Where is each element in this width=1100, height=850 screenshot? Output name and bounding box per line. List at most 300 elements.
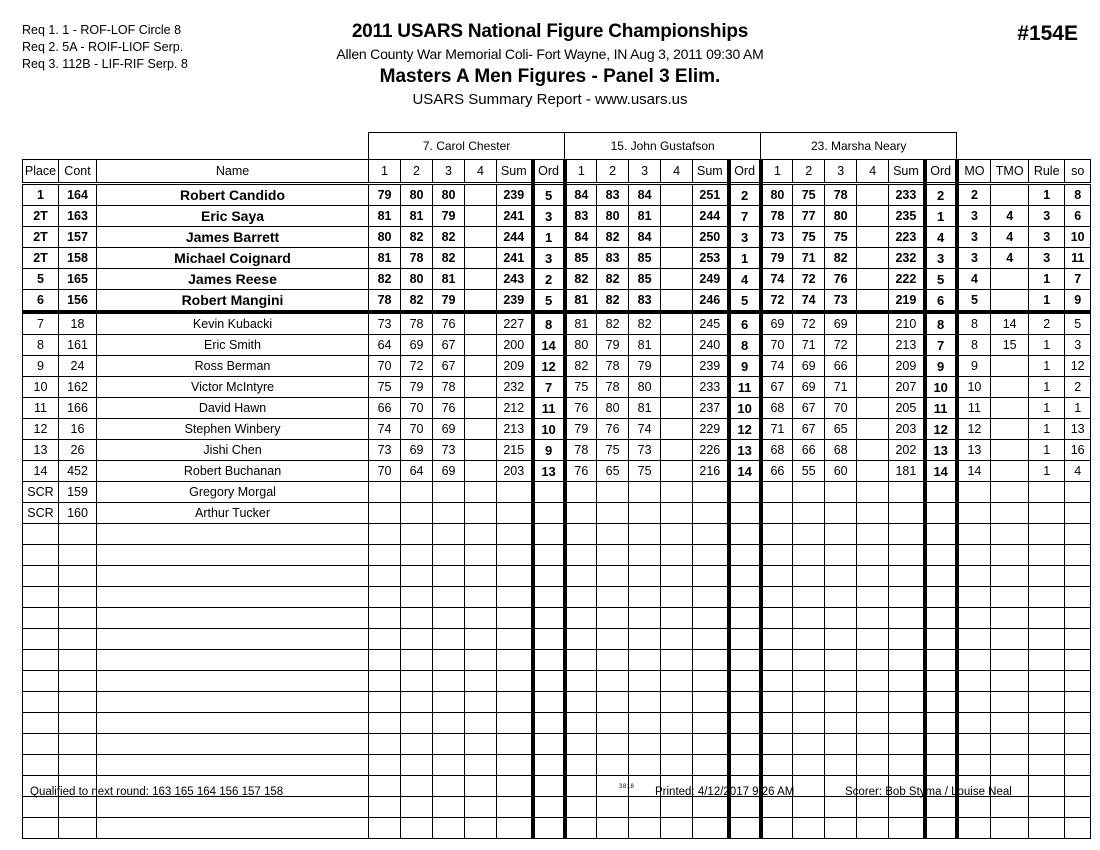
table-row-empty[interactable] xyxy=(23,524,1091,545)
cell-name xyxy=(97,713,369,734)
cell-so: 4 xyxy=(1065,461,1091,482)
cell-judge1-fig3 xyxy=(433,545,465,566)
cell-judge1-fig5: 212 xyxy=(497,398,533,419)
cell-judge3-fig4 xyxy=(857,671,889,692)
cell-judge2-fig3: 85 xyxy=(629,269,661,290)
cell-judge3-fig5: 219 xyxy=(889,290,925,313)
cell-name: Arthur Tucker xyxy=(97,503,369,524)
cell-judge3-fig5 xyxy=(889,755,925,776)
cell-rule xyxy=(1029,545,1065,566)
cell-judge3-ord xyxy=(925,734,957,755)
cell-judge2-fig3: 81 xyxy=(629,206,661,227)
cell-rule: 1 xyxy=(1029,419,1065,440)
cell-judge3-ord: 14 xyxy=(925,461,957,482)
cell-so: 9 xyxy=(1065,290,1091,313)
cell-so xyxy=(1065,755,1091,776)
cell-judge2-fig5 xyxy=(693,755,729,776)
cell-judge3-fig5 xyxy=(889,482,925,503)
cell-judge1-fig3: 80 xyxy=(433,184,465,206)
cell-judge2-ord: 1 xyxy=(729,248,761,269)
cell-judge3-fig2 xyxy=(793,818,825,839)
cell-judge3-fig4 xyxy=(857,377,889,398)
table-row[interactable] xyxy=(23,206,1091,227)
cell-judge3-fig5 xyxy=(889,818,925,839)
cell-judge2-ord xyxy=(729,524,761,545)
cell-judge1-fig2: 79 xyxy=(401,377,433,398)
cell-judge2-fig5 xyxy=(693,482,729,503)
cell-judge2-fig3 xyxy=(629,629,661,650)
cell-mo xyxy=(957,608,991,629)
cell-place xyxy=(23,545,59,566)
cell-cont xyxy=(59,755,97,776)
requirement-line: Req 3. 112B - LIF-RIF Serp. 8 xyxy=(22,57,188,71)
cell-judge3-fig3: 75 xyxy=(825,227,857,248)
table-row[interactable] xyxy=(23,335,1091,356)
cell-judge2-fig4 xyxy=(661,503,693,524)
cell-judge2-fig2: 80 xyxy=(597,206,629,227)
cell-judge1-ord: 3 xyxy=(533,248,565,269)
cell-judge3-fig2: 55 xyxy=(793,461,825,482)
cell-judge1-fig1 xyxy=(369,734,401,755)
table-row-empty[interactable] xyxy=(23,608,1091,629)
judge-3-label: 23. Marsha Neary xyxy=(761,133,957,160)
cell-judge3-fig1: 74 xyxy=(761,356,793,377)
header-j1-ord: Ord xyxy=(533,160,565,184)
cell-cont: 160 xyxy=(59,503,97,524)
cell-judge3-fig1: 70 xyxy=(761,335,793,356)
cell-judge3-fig2 xyxy=(793,734,825,755)
cell-judge2-ord xyxy=(729,692,761,713)
cell-judge1-fig4 xyxy=(465,377,497,398)
cell-cont xyxy=(59,734,97,755)
cell-judge3-fig1 xyxy=(761,524,793,545)
cell-judge1-fig5 xyxy=(497,692,533,713)
cell-judge1-fig2 xyxy=(401,545,433,566)
cell-judge1-fig5 xyxy=(497,734,533,755)
cell-judge2-fig3: 84 xyxy=(629,184,661,206)
cell-judge2-fig3: 81 xyxy=(629,335,661,356)
table-row[interactable] xyxy=(23,248,1091,269)
cell-so xyxy=(1065,713,1091,734)
table-row-empty[interactable] xyxy=(23,650,1091,671)
cell-judge1-fig4 xyxy=(465,312,497,335)
cell-place: 7 xyxy=(23,312,59,335)
cell-judge3-fig5 xyxy=(889,650,925,671)
cell-rule xyxy=(1029,587,1065,608)
cell-judge3-fig2 xyxy=(793,650,825,671)
table-row[interactable] xyxy=(23,312,1091,335)
cell-cont: 26 xyxy=(59,440,97,461)
cell-judge2-fig3: 73 xyxy=(629,440,661,461)
cell-name: Victor McIntyre xyxy=(97,377,369,398)
cell-mo: 11 xyxy=(957,398,991,419)
cell-mo xyxy=(957,650,991,671)
cell-judge2-fig3: 83 xyxy=(629,290,661,313)
table-row[interactable] xyxy=(23,419,1091,440)
header-j3-ord: Ord xyxy=(925,160,957,184)
cell-name: Eric Smith xyxy=(97,335,369,356)
cell-judge3-ord: 9 xyxy=(925,356,957,377)
cell-judge1-ord: 11 xyxy=(533,398,565,419)
cell-cont xyxy=(59,692,97,713)
cell-judge1-fig2 xyxy=(401,566,433,587)
cell-judge2-fig1 xyxy=(565,650,597,671)
cell-judge1-fig3 xyxy=(433,671,465,692)
cell-judge3-ord xyxy=(925,545,957,566)
cell-judge1-ord xyxy=(533,650,565,671)
cell-judge3-fig1 xyxy=(761,566,793,587)
cell-so xyxy=(1065,818,1091,839)
cell-judge3-ord: 10 xyxy=(925,377,957,398)
cell-place: SCR xyxy=(23,503,59,524)
header-j3-f3: 3 xyxy=(825,160,857,184)
cell-so: 8 xyxy=(1065,184,1091,206)
cell-judge3-fig2 xyxy=(793,608,825,629)
cell-tmo: 14 xyxy=(991,312,1029,335)
cell-judge1-fig1 xyxy=(369,566,401,587)
cell-place xyxy=(23,818,59,839)
cell-judge2-fig1 xyxy=(565,755,597,776)
qualified-next-round: Qualified to next round: 163 165 164 156 157 158 xyxy=(30,786,284,798)
header-tmo: TMO xyxy=(991,160,1029,184)
cell-judge3-fig1 xyxy=(761,734,793,755)
table-row[interactable] xyxy=(23,356,1091,377)
cell-judge2-fig2 xyxy=(597,545,629,566)
cell-so xyxy=(1065,671,1091,692)
cell-judge1-fig3 xyxy=(433,755,465,776)
cell-judge2-fig2 xyxy=(597,650,629,671)
cell-judge2-fig3 xyxy=(629,587,661,608)
cell-judge1-fig3 xyxy=(433,566,465,587)
table-row-empty[interactable] xyxy=(23,713,1091,734)
cell-judge2-fig2 xyxy=(597,524,629,545)
cell-judge1-fig2 xyxy=(401,524,433,545)
cell-judge2-fig3 xyxy=(629,818,661,839)
cell-judge1-fig1 xyxy=(369,713,401,734)
table-row[interactable] xyxy=(23,377,1091,398)
cell-judge3-fig1: 69 xyxy=(761,312,793,335)
cell-judge3-fig1: 68 xyxy=(761,398,793,419)
cell-judge1-fig2: 69 xyxy=(401,335,433,356)
cell-so xyxy=(1065,566,1091,587)
cell-judge2-fig4 xyxy=(661,398,693,419)
scorer-credit: Scorer: Bob Styma / Louise Neal xyxy=(845,786,1012,798)
cell-judge3-fig2: 71 xyxy=(793,335,825,356)
cell-judge3-fig1 xyxy=(761,692,793,713)
cell-judge1-fig3 xyxy=(433,524,465,545)
cell-judge3-fig5 xyxy=(889,524,925,545)
table-row[interactable] xyxy=(23,398,1091,419)
cell-judge1-fig3 xyxy=(433,692,465,713)
cell-judge1-fig4 xyxy=(465,587,497,608)
cell-place: 6 xyxy=(23,290,59,313)
cell-name xyxy=(97,587,369,608)
cell-judge3-ord xyxy=(925,587,957,608)
cell-mo: 2 xyxy=(957,184,991,206)
cell-rule xyxy=(1029,524,1065,545)
cell-judge2-fig1 xyxy=(565,692,597,713)
cell-judge2-fig4 xyxy=(661,587,693,608)
table-row-empty[interactable] xyxy=(23,566,1091,587)
cell-place: 5 xyxy=(23,269,59,290)
cell-cont: 166 xyxy=(59,398,97,419)
cell-judge3-fig4 xyxy=(857,524,889,545)
table-row-empty[interactable] xyxy=(23,755,1091,776)
cell-judge3-fig1 xyxy=(761,608,793,629)
cell-so: 16 xyxy=(1065,440,1091,461)
header-j1-sum: Sum xyxy=(497,160,533,184)
cell-judge1-ord xyxy=(533,818,565,839)
cell-judge1-fig5 xyxy=(497,503,533,524)
cell-rule xyxy=(1029,503,1065,524)
cell-rule xyxy=(1029,671,1065,692)
cell-so: 13 xyxy=(1065,419,1091,440)
header-j1-f1: 1 xyxy=(369,160,401,184)
cell-judge1-fig3: 69 xyxy=(433,419,465,440)
cell-judge2-fig3 xyxy=(629,566,661,587)
cell-judge3-fig4 xyxy=(857,650,889,671)
cell-judge2-fig1 xyxy=(565,482,597,503)
cell-judge3-fig4 xyxy=(857,629,889,650)
cell-name xyxy=(97,671,369,692)
cell-judge1-fig4 xyxy=(465,227,497,248)
cell-judge1-fig2: 81 xyxy=(401,206,433,227)
cell-mo xyxy=(957,818,991,839)
cell-judge2-fig5: 245 xyxy=(693,312,729,335)
cell-judge2-fig1: 81 xyxy=(565,312,597,335)
cell-tmo: 4 xyxy=(991,206,1029,227)
cell-judge3-fig4 xyxy=(857,713,889,734)
table-row[interactable] xyxy=(23,440,1091,461)
header-name: Name xyxy=(97,160,369,184)
cell-judge1-ord: 9 xyxy=(533,440,565,461)
table-row-empty[interactable] xyxy=(23,545,1091,566)
cell-so xyxy=(1065,797,1091,818)
cell-judge1-fig1: 64 xyxy=(369,335,401,356)
cell-judge1-fig1: 66 xyxy=(369,398,401,419)
cell-judge3-fig1 xyxy=(761,482,793,503)
cell-place: SCR xyxy=(23,482,59,503)
cell-judge1-ord xyxy=(533,713,565,734)
cell-mo: 5 xyxy=(957,290,991,313)
cell-judge3-fig2 xyxy=(793,545,825,566)
cell-judge3-fig1 xyxy=(761,650,793,671)
cell-place xyxy=(23,734,59,755)
cell-judge1-fig4 xyxy=(465,503,497,524)
cell-judge2-fig1: 85 xyxy=(565,248,597,269)
table-row-empty[interactable] xyxy=(23,629,1091,650)
cell-judge1-fig2 xyxy=(401,818,433,839)
cell-judge1-ord xyxy=(533,629,565,650)
cell-rule xyxy=(1029,608,1065,629)
cell-judge3-fig1: 68 xyxy=(761,440,793,461)
cell-name xyxy=(97,629,369,650)
cell-judge3-fig2: 72 xyxy=(793,312,825,335)
cell-judge3-fig4 xyxy=(857,608,889,629)
cell-judge3-fig3 xyxy=(825,713,857,734)
cell-tmo xyxy=(991,692,1029,713)
cell-so xyxy=(1065,587,1091,608)
cell-judge3-fig3 xyxy=(825,545,857,566)
cell-judge1-fig4 xyxy=(465,566,497,587)
cell-judge3-fig5: 210 xyxy=(889,312,925,335)
cell-judge3-fig3 xyxy=(825,755,857,776)
cell-place: 13 xyxy=(23,440,59,461)
header-j2-ord: Ord xyxy=(729,160,761,184)
cell-rule xyxy=(1029,482,1065,503)
cell-judge1-fig4 xyxy=(465,671,497,692)
cell-judge2-fig1: 76 xyxy=(565,461,597,482)
cell-judge3-fig3: 65 xyxy=(825,419,857,440)
cell-judge2-fig3 xyxy=(629,608,661,629)
cell-rule: 1 xyxy=(1029,398,1065,419)
cell-mo: 8 xyxy=(957,335,991,356)
cell-judge1-fig4 xyxy=(465,335,497,356)
cell-judge2-fig1 xyxy=(565,818,597,839)
cell-name: James Reese xyxy=(97,269,369,290)
header-j1-f3: 3 xyxy=(433,160,465,184)
cell-judge2-fig4 xyxy=(661,461,693,482)
header-j1-f4: 4 xyxy=(465,160,497,184)
cell-name xyxy=(97,692,369,713)
cell-cont: 16 xyxy=(59,419,97,440)
cell-judge3-fig4 xyxy=(857,248,889,269)
table-row[interactable] xyxy=(23,482,1091,503)
cell-name: Gregory Morgal xyxy=(97,482,369,503)
requirement-line: Req 1. 1 - ROF-LOF Circle 8 xyxy=(22,23,182,37)
cell-judge3-fig4 xyxy=(857,356,889,377)
cell-judge1-fig2: 70 xyxy=(401,398,433,419)
cell-judge1-fig1: 82 xyxy=(369,269,401,290)
cell-judge2-fig2: 82 xyxy=(597,312,629,335)
cell-judge2-fig5: 233 xyxy=(693,377,729,398)
header-cont: Cont xyxy=(59,160,97,184)
cell-judge1-ord xyxy=(533,566,565,587)
cell-judge1-fig1 xyxy=(369,482,401,503)
table-row[interactable] xyxy=(23,269,1091,290)
cell-so xyxy=(1065,776,1091,797)
table-row-empty[interactable] xyxy=(23,587,1091,608)
cell-mo xyxy=(957,671,991,692)
cell-judge3-ord xyxy=(925,713,957,734)
cell-judge3-fig5: 202 xyxy=(889,440,925,461)
cell-judge1-fig2 xyxy=(401,734,433,755)
cell-judge2-fig4 xyxy=(661,671,693,692)
cell-cont xyxy=(59,671,97,692)
cell-judge2-fig3: 80 xyxy=(629,377,661,398)
table-row-empty[interactable] xyxy=(23,818,1091,839)
cell-judge3-ord xyxy=(925,692,957,713)
cell-tmo xyxy=(991,482,1029,503)
cell-judge2-fig4 xyxy=(661,206,693,227)
judge-1-label: 7. Carol Chester xyxy=(369,133,565,160)
table-row[interactable] xyxy=(23,290,1091,313)
cell-cont: 156 xyxy=(59,290,97,313)
cell-judge2-ord xyxy=(729,566,761,587)
cell-judge2-fig2: 65 xyxy=(597,461,629,482)
cell-judge1-fig2 xyxy=(401,482,433,503)
cell-judge2-fig4 xyxy=(661,566,693,587)
cell-judge2-fig2: 79 xyxy=(597,335,629,356)
cell-judge1-fig5 xyxy=(497,608,533,629)
cell-judge1-fig4 xyxy=(465,608,497,629)
header-so: so xyxy=(1065,160,1091,184)
cell-judge2-fig4 xyxy=(661,818,693,839)
cell-judge1-fig4 xyxy=(465,440,497,461)
cell-judge2-fig3 xyxy=(629,692,661,713)
cell-judge1-fig3: 79 xyxy=(433,206,465,227)
cell-judge3-fig2 xyxy=(793,755,825,776)
cell-judge2-fig3: 79 xyxy=(629,356,661,377)
cell-judge1-fig5 xyxy=(497,524,533,545)
cell-place xyxy=(23,650,59,671)
cell-tmo xyxy=(991,629,1029,650)
table-row[interactable] xyxy=(23,184,1091,206)
cell-judge1-fig1: 79 xyxy=(369,184,401,206)
cell-cont: 162 xyxy=(59,377,97,398)
cell-judge2-fig4 xyxy=(661,650,693,671)
cell-judge1-fig2: 80 xyxy=(401,184,433,206)
page-title: 2011 USARS National Figure Championships xyxy=(351,21,749,42)
cell-tmo xyxy=(991,545,1029,566)
cell-place: 8 xyxy=(23,335,59,356)
cell-judge2-fig1: 80 xyxy=(565,335,597,356)
cell-judge3-fig5: 207 xyxy=(889,377,925,398)
cell-judge2-fig5 xyxy=(693,692,729,713)
cell-judge3-fig1 xyxy=(761,671,793,692)
cell-judge2-ord xyxy=(729,608,761,629)
cell-judge2-fig5: 240 xyxy=(693,335,729,356)
cell-judge3-fig2: 72 xyxy=(793,269,825,290)
cell-judge1-fig3 xyxy=(433,650,465,671)
cell-judge1-ord xyxy=(533,545,565,566)
table-row-empty[interactable] xyxy=(23,734,1091,755)
document-number: #154E xyxy=(1017,22,1078,45)
cell-judge1-fig2: 80 xyxy=(401,269,433,290)
cell-judge2-ord xyxy=(729,503,761,524)
cell-judge3-fig1: 67 xyxy=(761,377,793,398)
cell-rule xyxy=(1029,713,1065,734)
cell-judge1-fig5: 244 xyxy=(497,227,533,248)
cell-judge2-fig4 xyxy=(661,734,693,755)
cell-judge1-fig3 xyxy=(433,818,465,839)
cell-so xyxy=(1065,524,1091,545)
cell-judge1-fig5: 209 xyxy=(497,356,533,377)
cell-judge2-fig3: 84 xyxy=(629,227,661,248)
cell-judge3-fig3 xyxy=(825,482,857,503)
cell-place: 9 xyxy=(23,356,59,377)
cell-judge3-ord: 7 xyxy=(925,335,957,356)
table-row[interactable] xyxy=(23,227,1091,248)
table-row-empty[interactable] xyxy=(23,671,1091,692)
results-table xyxy=(22,132,1091,839)
cell-judge1-ord: 8 xyxy=(533,312,565,335)
table-row[interactable] xyxy=(23,461,1091,482)
table-row-empty[interactable] xyxy=(23,692,1091,713)
cell-mo xyxy=(957,503,991,524)
cell-judge1-fig1: 75 xyxy=(369,377,401,398)
cell-mo xyxy=(957,482,991,503)
cell-judge3-fig5: 222 xyxy=(889,269,925,290)
cell-judge2-fig3: 75 xyxy=(629,461,661,482)
table-row[interactable] xyxy=(23,503,1091,524)
cell-judge3-fig1: 73 xyxy=(761,227,793,248)
cell-rule xyxy=(1029,755,1065,776)
cell-judge2-fig5: 251 xyxy=(693,184,729,206)
cell-judge3-fig2 xyxy=(793,671,825,692)
cell-judge1-ord: 3 xyxy=(533,206,565,227)
cell-cont xyxy=(59,545,97,566)
